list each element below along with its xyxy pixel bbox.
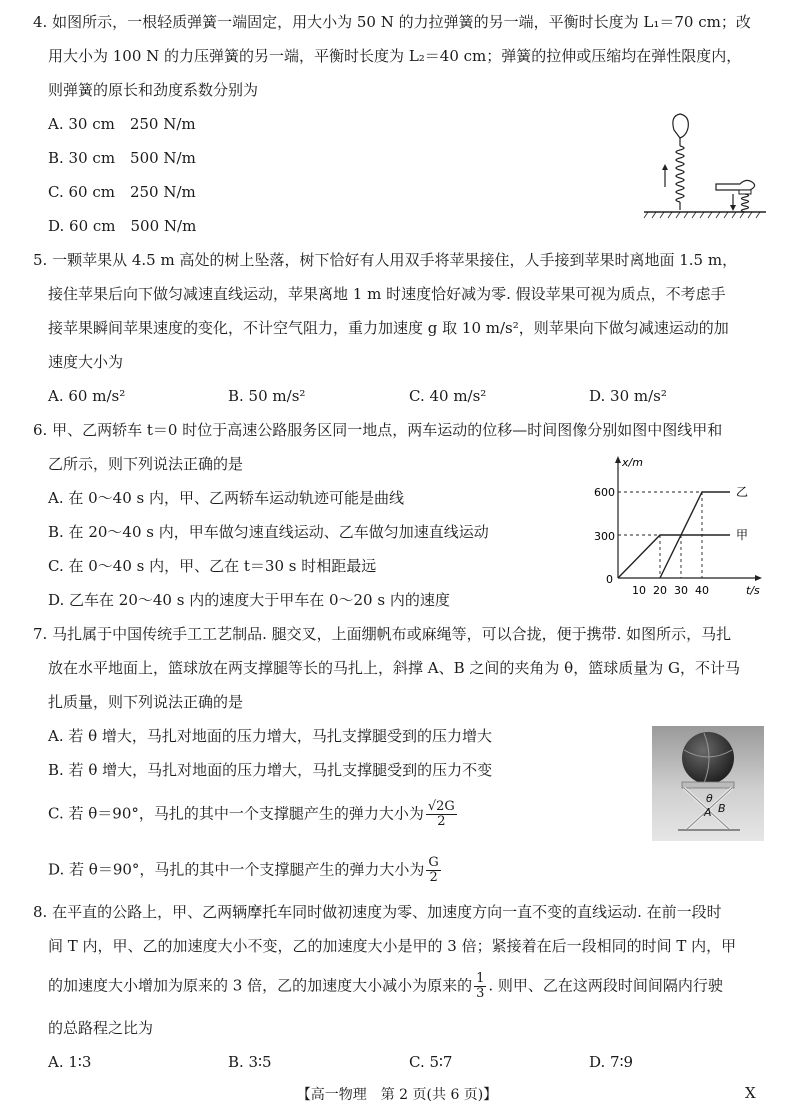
- q8-stem-line1: 8. 在平直的公路上，甲、乙两辆摩托车同时做初速度为零、加速度方向一直不变的直线运动. 在前一段时: [33, 903, 722, 921]
- q4-option-a: A. 30 cm 250 N/m: [48, 115, 196, 133]
- q6-option-d: D. 乙车在 20～40 s 内的速度大于甲车在 0～20 s 内的速度: [48, 591, 450, 609]
- q5-stem-line4: 速度大小为: [48, 353, 124, 371]
- q8-option-d: D. 7∶9: [589, 1053, 634, 1071]
- spring-figure: [640, 112, 770, 227]
- q4-stem-line2: 用大小为 100 N 的力压弹簧的另一端，平衡时长度为 L₂＝40 cm；弹簧的拉伸或压缩均在弹性限度内，: [48, 47, 742, 65]
- label-theta: θ: [706, 792, 713, 805]
- q8-stem-line4: 的总路程之比为: [48, 1019, 154, 1037]
- q8-stem-line2: 间 T 内，甲、乙的加速度大小不变，乙的加速度大小是甲的 3 倍；紧接着在后一段相同的时间 T 内，甲: [48, 937, 737, 955]
- x-tick-20: 20: [653, 584, 667, 597]
- xt-graph: [590, 452, 770, 598]
- q4-option-c: C. 60 cm 250 N/m: [48, 183, 196, 201]
- label-yi: 乙: [736, 485, 749, 499]
- q4-stem-line1: 4. 如图所示，一根轻质弹簧一端固定，用大小为 50 N 的力拉弹簧的另一端，平衡时长度为 L₁＝70 cm；改: [33, 13, 751, 31]
- q4-option-b: B. 30 cm 500 N/m: [48, 149, 196, 167]
- q7-option-a: A. 若 θ 增大，马扎对地面的压力增大，马扎支撑腿受到的压力增大: [48, 727, 492, 745]
- stool-basketball-photo: [652, 726, 764, 841]
- q7-option-b: B. 若 θ 增大，马扎对地面的压力增大，马扎支撑腿受到的压力不变: [48, 761, 493, 779]
- q7-option-c-fraction: $\frac{√2G}{2}$: [427, 799, 455, 829]
- q5-stem-line1: 5. 一颗苹果从 4.5 m 高处的树上坠落，树下恰好有人用双手将苹果接住，人手接到苹果时离地面 1.5 m，: [33, 251, 738, 269]
- page-footer: 【高一物理 第 2 页(共 6 页)】: [296, 1087, 498, 1103]
- q7-stem-line3: 扎质量，则下列说法正确的是: [48, 693, 244, 711]
- y-tick-600: 600: [594, 486, 615, 499]
- q7-option-d: [48, 856, 443, 885]
- q6-stem-line1: 6. 甲、乙两轿车 t＝0 时位于高速公路服务区同一地点，两车运动的位移—时间图像分别如图中图线甲和: [33, 421, 723, 439]
- x-tick-10: 10: [632, 584, 646, 597]
- y-axis-label: x/m: [622, 456, 643, 469]
- x-axis-label: t/s: [746, 584, 760, 597]
- q5-option-a: A. 60 m/s²: [48, 387, 126, 405]
- q5-option-b: B. 50 m/s²: [228, 387, 306, 405]
- label-a: A: [704, 806, 712, 819]
- q7-stem-line2: 放在水平地面上，篮球放在两支撑腿等长的马扎上，斜撑 A、B 之间的夹角为 θ，篮球质量为 G，不计马: [48, 659, 740, 677]
- q8-stem-line3-tail: . 则甲、乙在这两段时间间隔内行驶: [488, 976, 723, 995]
- q7-stem-line1: 7. 马扎属于中国传统手工工艺制品. 腿交叉，上面绷帆布或麻绳等，可以合拢，便于携带. 如图所示，马扎: [33, 625, 732, 643]
- q8-option-c: C. 5∶7: [409, 1053, 453, 1071]
- y-tick-300: 300: [594, 530, 615, 543]
- page-mark: X: [745, 1084, 756, 1102]
- q7-option-d-fraction: $\frac{G}{2}$: [428, 855, 439, 885]
- x-tick-40: 40: [695, 584, 709, 597]
- q5-option-c: C. 40 m/s²: [409, 387, 487, 405]
- q7-option-c: [48, 800, 459, 829]
- q8-stem-line3-text: 的加速度大小增加为原来的 3 倍，乙的加速度大小减小为原来的: [48, 976, 473, 995]
- q5-stem-line3: 接苹果瞬间苹果速度的变化，不计空气阻力，重力加速度 g 取 10 m/s²，则苹果向下做匀减速运动的加: [48, 319, 729, 337]
- x-tick-30: 30: [674, 584, 688, 597]
- q6-option-b: B. 在 20～40 s 内，甲车做匀速直线运动、乙车做匀加速直线运动: [48, 523, 489, 541]
- series-jia-line: [618, 535, 730, 578]
- q7-option-d-text: D. 若 θ＝90°，马扎的其中一个支撑腿产生的弹力大小为: [48, 860, 425, 879]
- q4-option-d: D. 60 cm 500 N/m: [48, 217, 197, 235]
- q8-option-b: B. 3∶5: [228, 1053, 272, 1071]
- q8-fraction: $\frac{1}{3}$: [476, 971, 485, 1001]
- label-b: B: [718, 802, 726, 815]
- q6-option-a: A. 在 0～40 s 内，甲、乙两轿车运动轨迹可能是曲线: [48, 489, 405, 507]
- y-tick-0: 0: [606, 573, 613, 586]
- q6-option-c: C. 在 0～40 s 内，甲、乙在 t＝30 s 时相距最远: [48, 557, 377, 575]
- q8-stem-line3: [48, 972, 723, 1001]
- q5-option-d: D. 30 m/s²: [589, 387, 667, 405]
- q5-stem-line2: 接住苹果后向下做匀减速直线运动，苹果离地 1 m 时速度恰好减为零. 假设苹果可视为质点，不考虑手: [48, 285, 726, 303]
- q6-stem-line2: 乙所示，则下列说法正确的是: [48, 455, 244, 473]
- q4-stem-line3: 则弹簧的原长和劲度系数分别为: [48, 81, 259, 99]
- q8-option-a: A. 1∶3: [48, 1053, 92, 1071]
- label-jia: 甲: [736, 528, 749, 542]
- q7-option-c-text: C. 若 θ＝90°，马扎的其中一个支撑腿产生的弹力大小为: [48, 804, 424, 823]
